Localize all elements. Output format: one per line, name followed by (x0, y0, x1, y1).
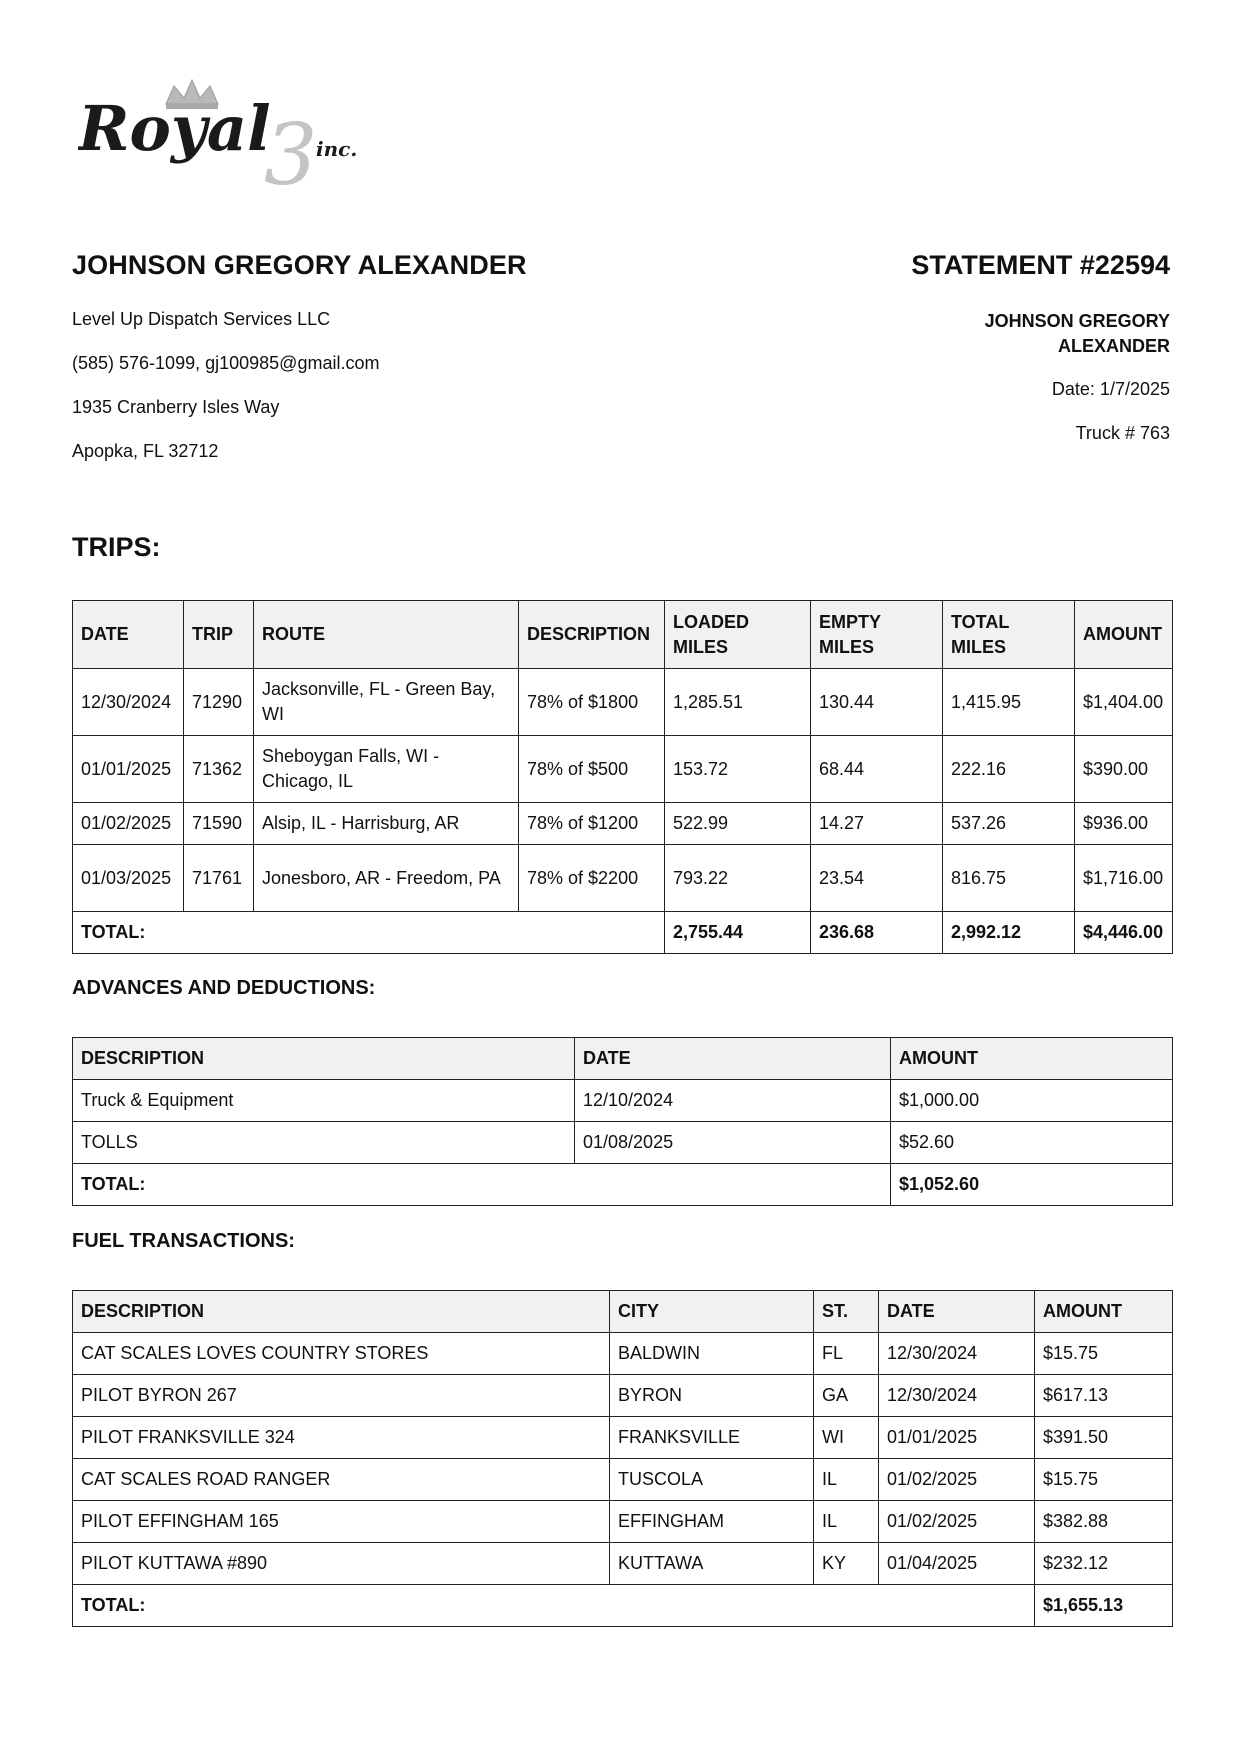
advances-section-title: ADVANCES AND DEDUCTIONS: (72, 977, 376, 999)
cell-date: 01/02/2025 (879, 1501, 1035, 1543)
advances-header-row (73, 1038, 1173, 1080)
table-row (73, 736, 1173, 803)
cell-date: 01/02/2025 (73, 803, 184, 845)
cell-trip: 71362 (184, 736, 254, 803)
table-row (73, 1417, 1173, 1459)
total-amount: $1,052.60 (891, 1164, 1173, 1206)
cell-city: FRANKSVILLE (610, 1417, 814, 1459)
total-amount: $1,655.13 (1035, 1585, 1173, 1627)
company-name: Level Up Dispatch Services LLC (72, 309, 331, 329)
fuel-total-row (73, 1585, 1173, 1627)
royal3-logo-graphic (78, 72, 398, 202)
fuel-table (72, 1290, 1173, 1627)
col-header-description: DESCRIPTION (73, 1038, 575, 1080)
empty-miles-line1: EMPTY (819, 611, 882, 632)
cell-description: Truck & Equipment (73, 1080, 575, 1122)
cell-date: 01/01/2025 (73, 736, 184, 803)
cell-empty-miles: 68.44 (811, 736, 943, 803)
col-header-date: DATE (879, 1291, 1035, 1333)
statement-number-heading: STATEMENT #22594 (911, 250, 1170, 280)
cell-amount: $617.13 (1035, 1375, 1173, 1417)
cell-route: Jonesboro, AR - Freedom, PA (254, 845, 519, 912)
advances-table (72, 1037, 1173, 1206)
cell-state: WI (814, 1417, 879, 1459)
cell-description: PILOT KUTTAWA #890 (73, 1543, 610, 1585)
table-row (73, 803, 1173, 845)
cell-trip: 71761 (184, 845, 254, 912)
cell-date: 12/30/2024 (879, 1375, 1035, 1417)
cell-date: 01/01/2025 (879, 1417, 1035, 1459)
col-header-amount: AMOUNT (891, 1038, 1173, 1080)
statement-driver-name-line2: ALEXANDER (1057, 336, 1170, 356)
truck-number: Truck # 763 (1075, 423, 1170, 443)
col-header-route: ROUTE (254, 601, 519, 669)
cell-date: 12/30/2024 (879, 1333, 1035, 1375)
cell-description: 78% of $500 (519, 736, 665, 803)
total-amount: $4,446.00 (1075, 912, 1173, 954)
total-miles-line2: MILES (951, 636, 1007, 657)
cell-state: IL (814, 1459, 879, 1501)
cell-date: 01/08/2025 (575, 1122, 891, 1164)
cell-route: Sheboygan Falls, WI - Chicago, IL (254, 736, 519, 803)
col-header-description: DESCRIPTION (73, 1291, 610, 1333)
total-empty-miles: 236.68 (811, 912, 943, 954)
total-label: TOTAL: (73, 1585, 1035, 1627)
cell-city: EFFINGHAM (610, 1501, 814, 1543)
trips-section-title: TRIPS: (72, 532, 161, 562)
cell-amount: $1,000.00 (891, 1080, 1173, 1122)
cell-description: 78% of $2200 (519, 845, 665, 912)
cell-amount: $391.50 (1035, 1417, 1173, 1459)
cell-total-miles: 1,415.95 (943, 669, 1075, 736)
empty-miles-line2: MILES (819, 636, 875, 657)
cell-description: CAT SCALES ROAD RANGER (73, 1459, 610, 1501)
cell-date: 12/10/2024 (575, 1080, 891, 1122)
cell-amount: $232.12 (1035, 1543, 1173, 1585)
logo-name: Royal (78, 92, 271, 165)
fuel-section-title: FUEL TRANSACTIONS: (72, 1230, 295, 1252)
cell-date: 01/03/2025 (73, 845, 184, 912)
col-header-amount: AMOUNT (1035, 1291, 1173, 1333)
cell-description: PILOT BYRON 267 (73, 1375, 610, 1417)
cell-loaded-miles: 522.99 (665, 803, 811, 845)
cell-city: BYRON (610, 1375, 814, 1417)
cell-description: TOLLS (73, 1122, 575, 1164)
company-info (72, 309, 379, 485)
total-total-miles: 2,992.12 (943, 912, 1075, 954)
table-row (73, 669, 1173, 736)
loaded-miles-line1: LOADED (673, 611, 749, 632)
driver-name-heading: JOHNSON GREGORY ALEXANDER (72, 250, 527, 280)
cell-route: Alsip, IL - Harrisburg, AR (254, 803, 519, 845)
col-header-date: DATE (575, 1038, 891, 1080)
trips-total-row (73, 912, 1173, 954)
table-row (73, 1543, 1173, 1585)
col-header-description: DESCRIPTION (519, 601, 665, 669)
statement-driver-name-line1: JOHNSON GREGORY (984, 311, 1170, 331)
cell-state: FL (814, 1333, 879, 1375)
total-miles-line1: TOTAL (951, 611, 1010, 632)
advances-total-row (73, 1164, 1173, 1206)
cell-date: 01/04/2025 (879, 1543, 1035, 1585)
cell-date: 12/30/2024 (73, 669, 184, 736)
cell-empty-miles: 130.44 (811, 669, 943, 736)
col-header-loaded-miles (665, 601, 811, 669)
cell-amount: $1,404.00 (1075, 669, 1173, 736)
company-address-line2: Apopka, FL 32712 (72, 441, 219, 461)
cell-loaded-miles: 793.22 (665, 845, 811, 912)
trips-header-row (73, 601, 1173, 669)
cell-amount: $15.75 (1035, 1459, 1173, 1501)
table-row (73, 1122, 1173, 1164)
statement-driver-name (930, 309, 1170, 359)
cell-empty-miles: 14.27 (811, 803, 943, 845)
col-header-empty-miles (811, 601, 943, 669)
cell-state: IL (814, 1501, 879, 1543)
total-label: TOTAL: (73, 1164, 891, 1206)
cell-loaded-miles: 153.72 (665, 736, 811, 803)
col-header-city: CITY (610, 1291, 814, 1333)
statement-info (930, 309, 1170, 465)
cell-amount: $1,716.00 (1075, 845, 1173, 912)
cell-amount: $52.60 (891, 1122, 1173, 1164)
cell-total-miles: 222.16 (943, 736, 1075, 803)
cell-route: Jacksonville, FL - Green Bay, WI (254, 669, 519, 736)
cell-total-miles: 816.75 (943, 845, 1075, 912)
col-header-amount: AMOUNT (1075, 601, 1173, 669)
company-address-line1: 1935 Cranberry Isles Way (72, 397, 280, 417)
fuel-header-row (73, 1291, 1173, 1333)
table-row (73, 1375, 1173, 1417)
table-row (73, 1080, 1173, 1122)
trips-table (72, 600, 1173, 954)
cell-empty-miles: 23.54 (811, 845, 943, 912)
company-contact: (585) 576-1099, gj100985@gmail.com (72, 353, 380, 373)
cell-amount: $382.88 (1035, 1501, 1173, 1543)
cell-state: GA (814, 1375, 879, 1417)
cell-description: 78% of $1200 (519, 803, 665, 845)
total-label: TOTAL: (73, 912, 665, 954)
table-row (73, 1459, 1173, 1501)
cell-city: TUSCOLA (610, 1459, 814, 1501)
table-row (73, 1333, 1173, 1375)
cell-city: KUTTAWA (610, 1543, 814, 1585)
logo-number: 3 (264, 106, 318, 202)
col-header-total-miles (943, 601, 1075, 669)
statement-page (72, 0, 1170, 1754)
cell-trip: 71290 (184, 669, 254, 736)
cell-loaded-miles: 1,285.51 (665, 669, 811, 736)
col-header-date: DATE (73, 601, 184, 669)
loaded-miles-line2: MILES (673, 636, 729, 657)
table-row (73, 1501, 1173, 1543)
col-header-state: ST. (814, 1291, 879, 1333)
cell-city: BALDWIN (610, 1333, 814, 1375)
cell-date: 01/02/2025 (879, 1459, 1035, 1501)
cell-amount: $936.00 (1075, 803, 1173, 845)
cell-description: CAT SCALES LOVES COUNTRY STORES (73, 1333, 610, 1375)
statement-date: Date: 1/7/2025 (1051, 379, 1170, 399)
logo-suffix: inc. (316, 137, 358, 161)
cell-trip: 71590 (184, 803, 254, 845)
cell-description: PILOT EFFINGHAM 165 (73, 1501, 610, 1543)
cell-total-miles: 537.26 (943, 803, 1075, 845)
company-logo (78, 72, 398, 202)
col-header-trip: TRIP (184, 601, 254, 669)
cell-amount: $390.00 (1075, 736, 1173, 803)
cell-amount: $15.75 (1035, 1333, 1173, 1375)
cell-state: KY (814, 1543, 879, 1585)
table-row (73, 845, 1173, 912)
total-loaded-miles: 2,755.44 (665, 912, 811, 954)
cell-description: PILOT FRANKSVILLE 324 (73, 1417, 610, 1459)
cell-description: 78% of $1800 (519, 669, 665, 736)
